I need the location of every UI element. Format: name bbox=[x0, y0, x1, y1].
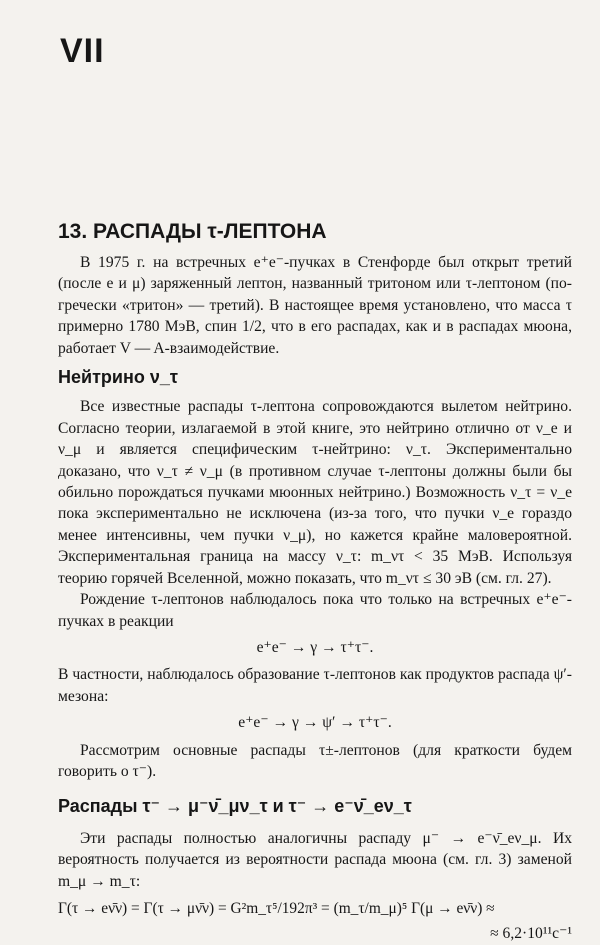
paragraph-psi: В частности, наблюдалось образование τ-лептонов как продуктов распада ψ′-мезона: bbox=[58, 666, 572, 705]
equation-3: Γ(τ → eν̄ν) = Γ(τ → μν̄ν) = G²m_τ⁵/192π³ = (m_τ/m_μ)⁵ Γ(μ → eν̄ν) ≈ bbox=[58, 899, 495, 917]
section-title: 13. РАСПАДЫ τ-ЛЕПТОНА bbox=[58, 220, 327, 243]
paragraph-decays: Эти распады полностью аналогичны распаду μ⁻ → e⁻ν̄_eν_μ. Их вероятность получается из вероятности распада мюона (см. гл. 3) заменой m_μ → m_τ: bbox=[58, 829, 572, 890]
equation-2: e⁺e⁻ → γ → ψ′ → τ⁺τ⁻. bbox=[238, 714, 392, 732]
subheading-neutrino: Нейтрино ν_τ bbox=[58, 367, 178, 388]
equation-4: ≈ 6,2·10¹¹c⁻¹ bbox=[490, 925, 572, 943]
intro-paragraph: В 1975 г. на встречных e⁺e⁻-пучках в Стенфорде был открыт третий (после e и μ) заряженный лептон, названный тритоном или τ-лептоном (по-гречески «тритон» — третий). В настоящее время установлено, что масса τ примерно 1780 МэВ, спин 1/2, что в его распадах, как и в распадах мюона, работает V — A-взаимодействие. bbox=[58, 254, 572, 357]
page-body bbox=[58, 252, 572, 945]
paragraph-neutrino: Все известные распады τ-лептона сопровождаются вылетом нейтрино. Согласно теории, излагаемой в этой книге, это нейтрино отлично от ν_e и ν_μ и является специфическим τ-нейтрино: ν_τ. Экспериментально доказано, что ν_τ ≠ ν_μ (в противном случае τ-лептоны должны были бы обильно порождаться пучками мюонных нейтрино.) Возможность ν_τ = ν_e пока экспериментально не исключена (из-за того, что пучки ν_e гораздо менее интенсивны, чем пучки ν_μ), но кажется крайне маловероятной. Экспериментальная граница на массу ν_τ: m_ντ < 35 МэВ. Используя теорию горячей Вселенной, можно показать, что m_ντ ≤ 30 эВ (см. гл. 27). bbox=[58, 398, 572, 587]
paragraph-consider: Рассмотрим основные распады τ±-лептонов (для краткости будем говорить о τ⁻). bbox=[58, 741, 572, 780]
subheading-decays: Распады τ⁻ → μ⁻ν̄_μν_τ и τ⁻ → e⁻ν̄_eν_τ bbox=[58, 796, 412, 817]
paragraph-production: Рождение τ-лептонов наблюдалось пока что только на встречных e⁺e⁻-пучках в реакции bbox=[58, 591, 572, 630]
chapter-number: VII bbox=[60, 32, 105, 70]
equation-1: e⁺e⁻ → γ → τ⁺τ⁻. bbox=[256, 638, 374, 656]
